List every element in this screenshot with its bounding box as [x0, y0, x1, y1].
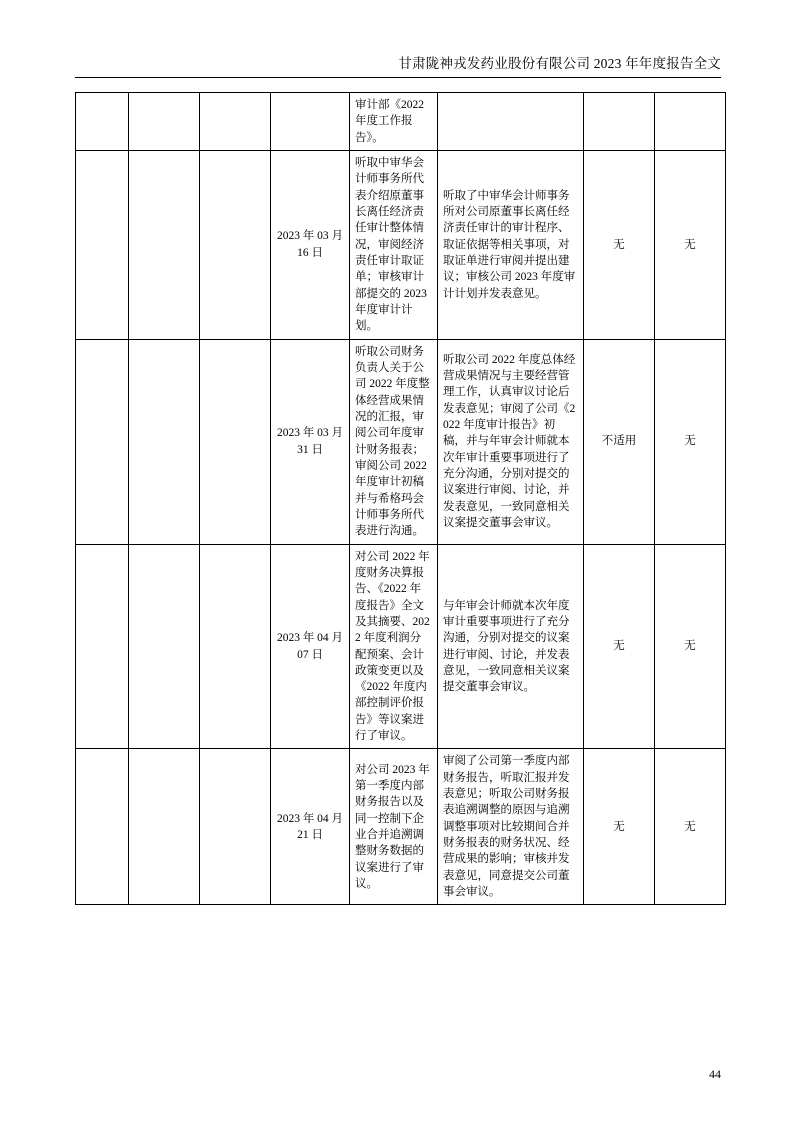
cell-col2	[200, 93, 271, 151]
header-title: 甘肃陇神戎发药业股份有限公司 2023 年年度报告全文	[398, 56, 721, 71]
cell-col2	[200, 339, 271, 544]
cell-col0	[76, 150, 129, 339]
cell-col1	[129, 339, 200, 544]
cell-content: 审计部《2022 年度工作报告》。	[350, 93, 438, 151]
table-row	[76, 749, 726, 905]
page-number: 44	[709, 1067, 721, 1081]
cell-objection: 无	[655, 150, 726, 339]
table-row	[76, 339, 726, 544]
cell-col2	[200, 544, 271, 749]
cell-objection: 无	[655, 544, 726, 749]
cell-col0	[76, 93, 129, 151]
cell-col1	[129, 93, 200, 151]
cell-objection	[655, 93, 726, 151]
cell-col0	[76, 339, 129, 544]
cell-content: 听取公司财务负责人关于公司 2022 年度整体经营成果情况的汇报，审阅公司年度审计财务报表；审阅公司 2022 年度审计初稿并与希格玛会计师事务所代表进行沟通。	[350, 339, 438, 544]
cell-date: 2023 年 03 月 31 日	[271, 339, 350, 544]
cell-date: 2023 年 04 月 07 日	[271, 544, 350, 749]
table-row	[76, 93, 726, 151]
cell-col1	[129, 150, 200, 339]
cell-opinion: 与年审会计师就本次年度审计重要事项进行了充分沟通，分别对提交的议案进行审阅、讨论，并发表意见，一致同意相关议案提交董事会审议。	[438, 544, 584, 749]
cell-date	[271, 93, 350, 151]
cell-objection: 无	[655, 339, 726, 544]
cell-col2	[200, 150, 271, 339]
cell-duty: 无	[584, 150, 655, 339]
cell-opinion: 听取了中审华会计师事务所对公司原董事长离任经济责任审计的审计程序、取证依据等相关事项，对取证单进行审阅并提出建议；审核公司 2023 年度审计计划并发表意见。	[438, 150, 584, 339]
page-content	[75, 92, 720, 905]
cell-opinion	[438, 93, 584, 151]
cell-duty: 无	[584, 544, 655, 749]
cell-col0	[76, 544, 129, 749]
supervisory-meeting-table	[75, 92, 726, 905]
cell-content: 对公司 2022 年度财务决算报告、《2022 年度报告》全文及其摘要、2022 年度利润分配预案、会计政策变更以及《2022 年度内部控制评价报告》等议案进行了审议。	[350, 544, 438, 749]
cell-duty: 不适用	[584, 339, 655, 544]
cell-col1	[129, 544, 200, 749]
cell-date: 2023 年 03 月 16 日	[271, 150, 350, 339]
cell-duty	[584, 93, 655, 151]
cell-date: 2023 年 04 月 21 日	[271, 749, 350, 905]
cell-opinion: 听取公司 2022 年度总体经营成果情况与主要经营管理工作，认真审议讨论后发表意见；审阅了公司《2022 年度审计报告》初稿，并与年审会计师就本次年审计重要事项进行了充分沟通，分别对提交的议案进行审阅、讨论，并发表意见，一致同意相关议案提交董事会审议。	[438, 339, 584, 544]
cell-content: 对公司 2023 年第一季度内部财务报告以及同一控制下企业合并追溯调整财务数据的议案进行了审议。	[350, 749, 438, 905]
cell-col2	[200, 749, 271, 905]
cell-col0	[76, 749, 129, 905]
cell-duty: 无	[584, 749, 655, 905]
table-row	[76, 150, 726, 339]
cell-objection: 无	[655, 749, 726, 905]
page-header	[75, 52, 721, 78]
cell-opinion: 审阅了公司第一季度内部财务报告，听取汇报并发表意见；听取公司财务报表追溯调整的原因与追溯调整事项对比较期间合并财务报表的财务状况、经营成果的影响；审核并发表意见，同意提交公司董事会审议。	[438, 749, 584, 905]
cell-content: 听取中审华会计师事务所代表介绍原董事长离任经济责任审计整体情况，审阅经济责任审计取证单；审核审计部提交的 2023 年度审计计划。	[350, 150, 438, 339]
table-row	[76, 544, 726, 749]
cell-col1	[129, 749, 200, 905]
